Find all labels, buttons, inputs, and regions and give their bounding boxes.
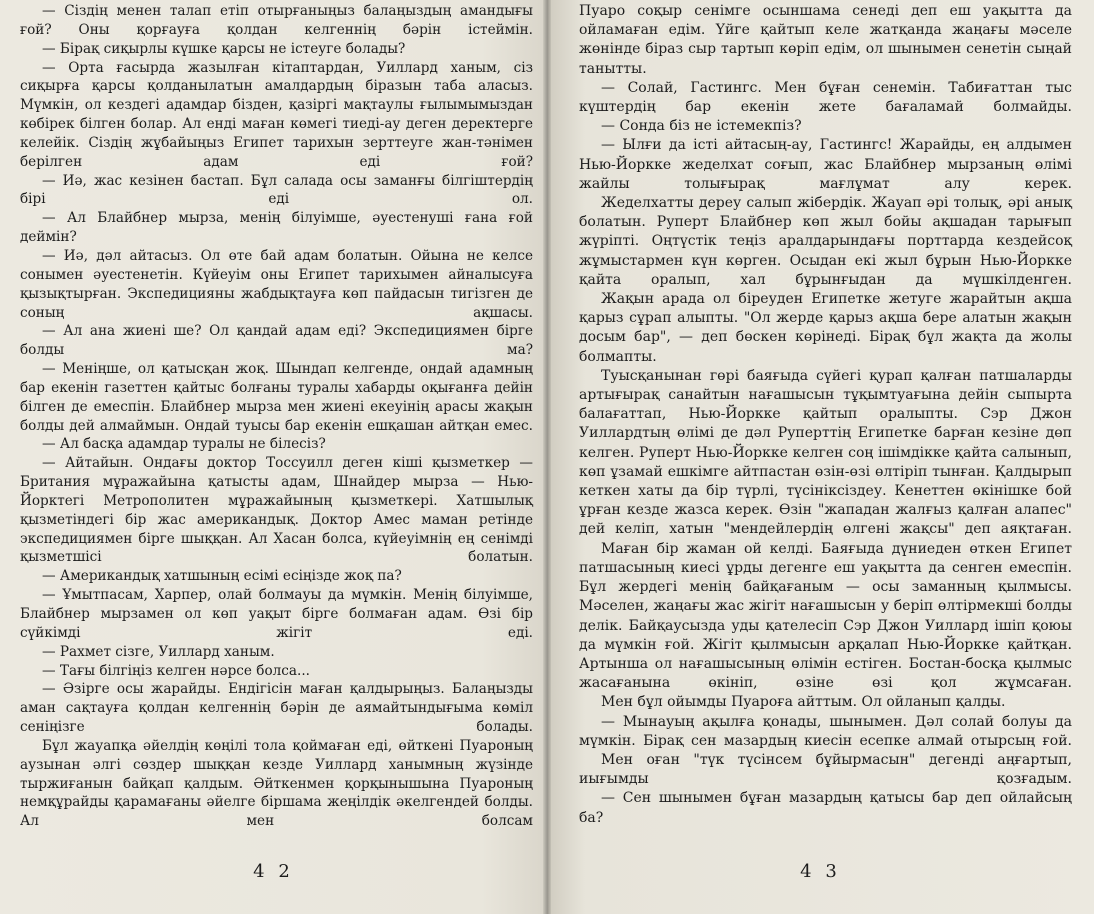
- paragraph: — Бірақ сиқырлы күшке қарсы не істеуге болады?: [42, 40, 406, 57]
- paragraph: — Орта ғасырда жазылған кітаптардан, Уиллард ханым, сіз сиқырға қарсы қолданылатын амалдардың біразын таба аласыз. Мүмкін, ол кездегі адамдар бізден, қазіргі мақтаулы ғылымымыздан көбірек білген болар. Ал енді маған көмегі тиеді-ау деген деректерге келейік. Сіздің жұбайыңыз Египет тарихын зерттеуге жан-тәнімен берілген адам еді ғой?: [20, 59, 533, 170]
- paragraph: — Сен шынымен бұған мазардың қатысы бар деп ойлайсың ба?: [579, 790, 1072, 826]
- page-number: 4 2: [253, 861, 294, 882]
- right-page: [547, 0, 1094, 914]
- paragraph: — Ылғи да істі айтасың-ау, Гастингс! Жарайды, ең алдымен Нью-Йоркке жеделхат соғып, жас Блайбнер мырзаның өлімі жайлы толығырақ мағлұмат алу керек.: [579, 137, 1072, 192]
- paragraph: — Меніңше, ол қатысқан жоқ. Шындап келгенде, ондай адамның бар екенін газеттен қайтыс болғаны туралы хабарды оқығанға дейін білген де емеспін. Блайбнер мырза мен жиені екеуінің арасы жақын болды дей алмаймын. Ондай туысы бар екенін ешқашан айтқан емес.: [20, 361, 533, 434]
- paragraph: — Сіздің менен талап етіп отырғаныңыз балаңыздың амандығы ғой? Оны қорғауға қолдан келгеннің бәрін істеймін.: [20, 3, 533, 38]
- paragraph: Жақын арада ол біреуден Египетке жетуге жарайтын ақша қарыз сұрап алыпты. "Ол жерде қарыз ақша бере алатын жақын досым бар", — деп бөскен көрінеді. Бірақ бұл жақта да жолы болмапты.: [579, 291, 1072, 365]
- paragraph: Туысқанынан гөрі баяғыда сүйегі қурап қалған патшаларды артығырақ санайтын нағашысын тұқымтуағына дейін сыпырта балағаттап, Нью-Йоркке қайтып оралыпты. Сэр Джон Уиллардтың өлімі де дәл Руперттің Египетке барған кезіне дөп келген. Руперт Нью-Йоркке келген соң ішімдікке қайта салынып, көп ұзамай ешкімге айтпастан өзін-өзі өлтіріп тынған. Қалдырып кеткен хаты да бір түрлі, түсініксіздеу. Кенеттен өкінішке бой ұрған кезде жазса керек. Өзін "жападан жалғыз қалған алапес" дей келіп, хатын "мендейлердің өлгені жақсы" деп аяқтаған.: [579, 367, 1072, 538]
- paragraph: Мен оған "түк түсінсем бұйырмасын" дегенді аңғартып, иығымды қозғадым.: [579, 751, 1072, 788]
- paragraph: — Әзірге осы жарайды. Ендігісін маған қалдырыңыз. Балаңызды аман сақтауға қолдан келгеннің бәрін де аямайтындығыма көміл сеніңізге болады.: [20, 681, 533, 736]
- paragraph: Маған бір жаман ой келді. Баяғыда дүниеден өткен Египет патшасының киесі ұрды дегенге еш уақытта да сенген емеспін. Бұл жердегі менің байқағаным — осы заманның қылмысы. Мәселен, жаңағы жас жігіт нағашысын у беріп өлтірмекші болды делік. Байқаусызда уды қателесіп Сэр Джон Уиллард ішіп қоюы да мүмкін ғой. Жігіт қылмысын арқалап Нью-Йоркке қайтқан. Артынша ол нағашысының өлімін естіген. Бостан-босқа қылмыс жасағанына өкініп, өзіне өзі қол жұмсаған.: [579, 540, 1072, 692]
- right-page-text: [579, 2, 1072, 828]
- paragraph: — Ал Блайбнер мырза, менің білуімше, әуестенуші ғана ғой деймін?: [20, 210, 533, 246]
- paragraph: Мен бұл ойымды Пуароға айттым. Ол ойланып қалды.: [601, 694, 1006, 711]
- paragraph: Пуаро соқыр сенімге осыншама сенеді деп еш уақытта да ойламаған едім. Үйге қайтып келе жатқанда жаңағы мәселе жөнінде біраз сыр тартып көріп едім, ол шынымен сенетін сыңай танытты.: [579, 3, 1072, 77]
- left-page-text: [20, 2, 533, 831]
- paragraph: Бұл жауапқа әйелдің көңілі тола қоймаған еді, өйткені Пуароның аузынан әлгі сөздер шыққан кезде Уиллард ханымның жүзінде тыржиғанын байқап қалдым. Әйткенмен қорқынышына Пуароның немқұрайды қарамағаны әйелге біршама жеңілдік әкелгендей болды. Ал мен болсам: [20, 737, 533, 830]
- page-number: 4 3: [800, 861, 841, 882]
- paragraph: — Ал ана жиені ше? Ол қандай адам еді? Экспедициямен бірге болды ма?: [20, 323, 533, 359]
- paragraph: — Ұмытпасам, Харпер, олай болмауы да мүмкін. Менің білуімше, Блайбнер мырзамен ол көп уақыт бірге болмаған адам. Өзі бір сүйкімді жігіт еді.: [20, 587, 533, 641]
- paragraph: — Солай, Гастингс. Мен бұған сенемін. Табиғаттан тыс күштердің бар екенін жете бағаламай болмайды.: [579, 79, 1072, 116]
- paragraph: — Тағы білгіңіз келген нәрсе болса...: [42, 662, 310, 679]
- paragraph: — Иә, дәл айтасыз. Ол өте бай адам болатын. Ойына не келсе сонымен әуестенетін. Күйеуім оны Египет тарихымен айналысуға қызықтырған. Экспедицияны жабдықтауға көп пайдасын тигізген де соның ақшасы.: [20, 247, 533, 321]
- paragraph: — Айтайын. Ондағы доктор Тоссуилл деген кіші қызметкер — Британия мұражайына қатысты адам, Шнайдер мырза — Нью-Йорктегі Метрополитен мұражайының қызметкері. Хатшылық қызметіндегі бір жас американдық. Доктор Амес маман ретінде экспедициямен бірге шыққан. Ал Хасан болса, күйеуімнің ең сенімді қызметшісі болатын.: [20, 455, 533, 566]
- paragraph: — Иә, жас кезінен бастап. Бұл салада осы заманғы білгіштердің бірі еді ол.: [20, 172, 533, 208]
- paragraph: — Мынауың ақылға қонады, шынымен. Дәл солай болуы да мүмкін. Бірақ сен мазардың киесін есепке алмай отырсың ғой.: [579, 713, 1072, 749]
- paragraph: — Американдық хатшының есімі есіңізде жоқ па?: [42, 568, 402, 585]
- paragraph: — Рахмет сізге, Уиллард ханым.: [42, 643, 275, 660]
- paragraph: — Ал басқа адамдар туралы не білесіз?: [42, 436, 326, 453]
- paragraph: Жеделхатты дереу салып жібердік. Жауап әрі толық, әрі анық болатын. Руперт Блайбнер көп жыл бойы ақшадан тарығып жүріпті. Оңтүстік теңіз аралдарындағы порттарда кездейсоқ жұмыстармен күн көрген. Осыдан екі жыл бұрын Нью-Йоркке қайта оралып, хал бұрынғыдан да мүшкілденген.: [579, 195, 1072, 288]
- paragraph: — Сонда біз не істемекпіз?: [601, 118, 802, 135]
